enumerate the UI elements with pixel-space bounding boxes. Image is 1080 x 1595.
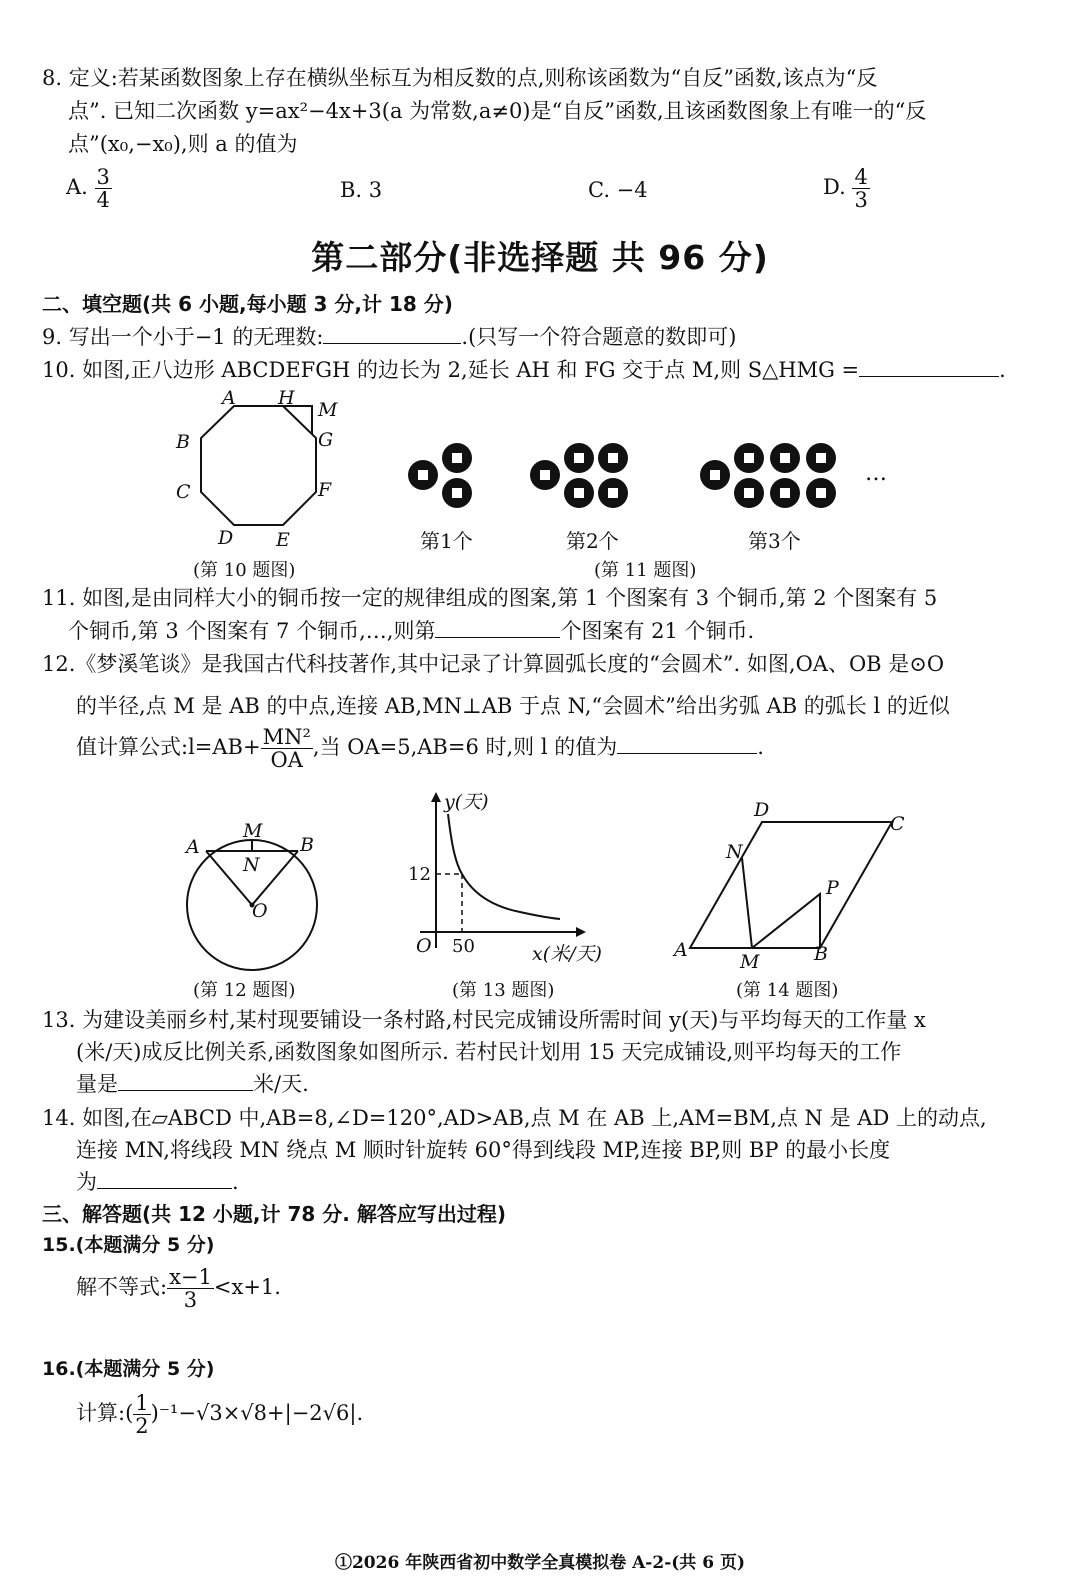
fig11-caption-3: 第3个 [748, 529, 801, 553]
q8-option-c: C. −4 [588, 178, 648, 202]
q10: 10. 如图,正八边形 ABCDEFGH 的边长为 2,延长 AH 和 FG 交于点 M,则 S△HMG = . [42, 358, 1006, 382]
q8-option-b: B. 3 [340, 178, 383, 202]
option-a-label: A. [66, 175, 88, 200]
q8-line-1: 8. 定义:若某函数图象上存在横纵坐标互为相反数的点,则称该函数为“自反”函数,该点为“反 [42, 66, 878, 90]
q12-line-3: 值计算公式:l=AB+ $\frac{\text{MN²}}{OA}$ ,当 OA=5,AB=6 时,则 l 的值为 . [76, 725, 764, 773]
q16-fraction: $\frac{1}{2}$ [135, 1391, 149, 1439]
coin [806, 443, 836, 473]
q9-answer-blank[interactable] [323, 325, 461, 344]
fig14-label-n: N [726, 841, 743, 863]
q8-option-a [66, 166, 112, 211]
figure-14-caption: (第 14 题图) [736, 980, 839, 1001]
figure-10-octagon [160, 388, 350, 548]
q13-line-3: 量是 米/天. [76, 1072, 309, 1096]
coin [770, 478, 800, 508]
figure-12-circle [180, 815, 340, 975]
fig10-label-a: A [222, 388, 236, 409]
fig10-label-b: B [176, 431, 190, 453]
fig14-label-b: B [814, 943, 828, 965]
q16-title: 16.(本题满分 5 分) [42, 1358, 215, 1380]
q13-answer-blank[interactable] [118, 1072, 253, 1091]
figure-13-graph [400, 788, 620, 968]
fig10-label-h: H [278, 388, 295, 409]
fig10-label-m: M [318, 399, 338, 421]
q15-body: 解不等式: $\frac{x-1}{3}$ <x+1. [76, 1265, 281, 1313]
figure-12-caption: (第 12 题图) [193, 980, 296, 1001]
fig14-label-d: D [754, 799, 770, 821]
x-axis-arrow [576, 927, 586, 937]
fig12-label-o: O [252, 900, 268, 922]
q15-fraction: $\frac{x-1}{3}$ [169, 1265, 212, 1313]
figure-13-caption: (第 13 题图) [452, 980, 555, 1001]
option-d-fraction: $\frac{4}{3}$ [854, 165, 868, 213]
option-d-label: D. [823, 175, 846, 200]
q11-line-2: 个铜币,第 3 个图案有 7 个铜币,…,则第 个图案有 21 个铜币. [68, 619, 755, 643]
q11-answer-blank[interactable] [435, 619, 560, 638]
page-footer: ①2026 年陕西省初中数学全真模拟卷 A-2-(共 6 页) [334, 1553, 746, 1573]
coin [734, 478, 764, 508]
coin [700, 460, 730, 490]
coin [408, 460, 438, 490]
coin [806, 478, 836, 508]
option-a-fraction: $\frac{3}{4}$ [96, 165, 110, 213]
fig14-label-p: P [826, 877, 839, 899]
q11-line-1: 11. 如图,是由同样大小的铜币按一定的规律组成的图案,第 1 个图案有 3 个铜币,第 2 个图案有 5 [42, 586, 938, 610]
q12-line-2: 的半径,点 M 是 AB 的中点,连接 AB,MN⊥AB 于点 N,“会圆术”给出劣弧 AB 的弧长 l 的近似 [76, 694, 950, 718]
figure-11-caption: (第 11 题图) [594, 560, 697, 581]
fig13-y-label: y(天) [444, 791, 489, 813]
figure-11-coins [395, 430, 905, 520]
q14-line-1: 14. 如图,在▱ABCD 中,AB=8,∠D=120°,AD>AB,点 M 在 AB 上,AM=BM,点 N 是 AD 上的动点, [42, 1106, 987, 1130]
coin [442, 443, 472, 473]
coin [734, 443, 764, 473]
fig10-label-e: E [276, 529, 290, 548]
q12-answer-blank[interactable] [617, 735, 757, 754]
q12-line-1: 12.《梦溪笔谈》是我国古代科技著作,其中记录了计算圆弧长度的“会圆术”. 如图,OA、OB 是⊙O [42, 652, 945, 676]
coin [598, 478, 628, 508]
fig10-label-d: D [218, 527, 234, 548]
fig14-label-a: A [674, 939, 688, 961]
fig13-origin: O [416, 935, 432, 957]
fig10-label-g: G [318, 429, 334, 451]
q14-answer-blank[interactable] [97, 1170, 232, 1189]
fig14-label-c: C [890, 813, 905, 835]
fig11-caption-2: 第2个 [566, 529, 619, 553]
coin [770, 443, 800, 473]
fig10-label-c: C [176, 481, 191, 503]
fig13-x-tick: 50 [452, 936, 475, 957]
fig12-label-n: N [243, 854, 260, 876]
fig13-y-tick: 12 [408, 864, 431, 885]
q13-line-2: (米/天)成反比例关系,函数图象如图所示. 若村民计划用 15 天完成铺设,则平均每天的工作 [76, 1040, 902, 1064]
coin [564, 443, 594, 473]
fig11-ellipsis: … [865, 461, 887, 486]
fig12-label-m: M [243, 820, 263, 842]
fig11-caption-1: 第1个 [420, 529, 473, 553]
coin [530, 460, 560, 490]
section-fill-in-heading: 二、填空题(共 6 小题,每小题 3 分,计 18 分) [42, 292, 453, 316]
y-axis-arrow [431, 792, 441, 802]
fig14-label-m: M [740, 951, 760, 973]
octagon-shape [201, 406, 316, 525]
q8-option-d [823, 166, 870, 211]
q13-line-1: 13. 为建设美丽乡村,某村现要铺设一条村路,村民完成铺设所需时间 y(天)与平均每天的工作量 x [42, 1008, 926, 1032]
fig12-label-a: A [186, 836, 200, 858]
coin [442, 478, 472, 508]
fig13-x-label: x(米/天) [532, 943, 602, 965]
coin [564, 478, 594, 508]
q14-line-3: 为 . [76, 1170, 239, 1194]
q16-body: 计算:( $\frac{1}{2}$ )⁻¹−√3×√8+|−2√6|. [76, 1391, 364, 1439]
figure-10-caption: (第 10 题图) [193, 560, 296, 581]
q10-answer-blank[interactable] [859, 358, 999, 377]
coin [598, 443, 628, 473]
section-solution-heading: 三、解答题(共 12 小题,计 78 分. 解答应写出过程) [42, 1202, 506, 1226]
q8-line-3: 点”(x₀,−x₀),则 a 的值为 [68, 132, 298, 156]
hyperbola-curve [448, 814, 560, 919]
part-two-title: 第二部分(非选择题 共 96 分) [311, 238, 769, 277]
q15-title: 15.(本题满分 5 分) [42, 1234, 215, 1256]
q8-line-2: 点”. 已知二次函数 y=ax²−4x+3(a 为常数,a≠0)是“自反”函数,且该函数图象上有唯一的“反 [68, 99, 927, 123]
segment-mn [742, 858, 752, 948]
parallelogram-abcd [690, 822, 892, 948]
fig10-label-f: F [318, 479, 332, 501]
figure-14-parallelogram [670, 798, 920, 973]
q14-line-2: 连接 MN,将线段 MN 绕点 M 顺时针旋转 60°得到线段 MP,连接 BP,则 BP 的最小长度 [76, 1138, 891, 1162]
q9: 9. 写出一个小于−1 的无理数: .(只写一个符合题意的数即可) [42, 325, 737, 349]
fig12-label-b: B [300, 834, 314, 856]
q12-formula-fraction: $\frac{\text{MN²}}{OA}$ [262, 725, 311, 773]
segments-mp-pb [752, 894, 820, 948]
